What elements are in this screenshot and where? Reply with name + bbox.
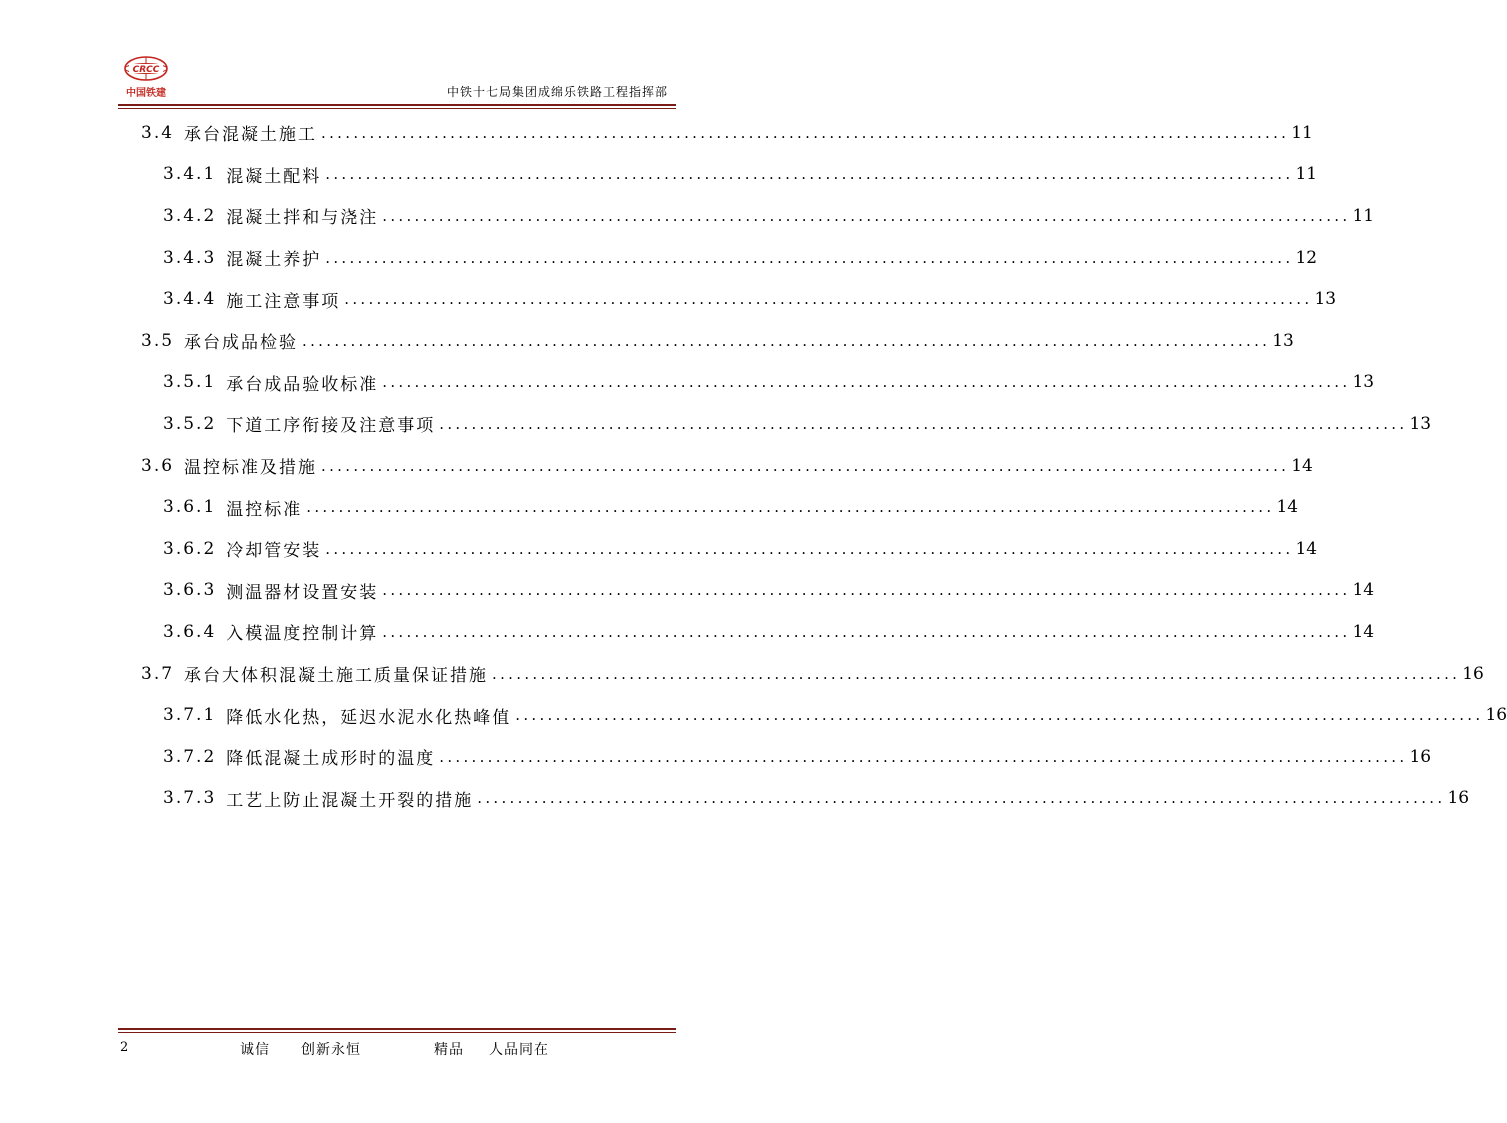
toc-entry[interactable] xyxy=(141,486,1299,528)
toc-entry[interactable] xyxy=(141,653,1484,695)
toc-entry-page: 13 xyxy=(1272,330,1294,351)
header-rule xyxy=(118,104,676,106)
logo-text: 中国铁建 xyxy=(126,88,166,99)
crcc-logo-icon xyxy=(123,55,169,82)
toc-dot-leader: ........................................................................................................................ xyxy=(382,622,1351,641)
toc-entry-number: 3.5 xyxy=(141,330,175,351)
toc-entry-title: 温控标准 xyxy=(226,499,303,520)
toc-entry-number: 3.6.1 xyxy=(163,497,217,518)
toc-entry[interactable] xyxy=(141,154,1318,196)
toc-entry-page: 14 xyxy=(1352,621,1375,642)
toc-entry-page: 16 xyxy=(1462,663,1484,684)
toc-dot-leader: ........................................................................................................................ xyxy=(325,248,1294,267)
header-organization: 中铁十七局集团成绵乐铁路工程指挥部 xyxy=(446,85,668,99)
toc-entry-number: 3.6.2 xyxy=(163,538,217,559)
toc-entry-page: 14 xyxy=(1352,580,1375,601)
footer-rule xyxy=(118,1028,676,1030)
toc-entry[interactable] xyxy=(141,570,1375,612)
toc-entry-title: 温控标准及措施 xyxy=(184,458,318,479)
toc-entry[interactable] xyxy=(141,112,1313,154)
footer-slogan-innovation: 创新永恒 xyxy=(301,1042,361,1058)
toc-entry-number: 3.6.3 xyxy=(163,580,217,601)
toc-entry-title: 下道工序衔接及注意事项 xyxy=(226,416,436,437)
toc-entry-number: 3.7.2 xyxy=(163,746,217,767)
toc-entry-title: 承台成品验收标准 xyxy=(226,374,379,395)
toc-entry-title: 混凝土拌和与浇注 xyxy=(226,208,379,229)
toc-entry-page: 16 xyxy=(1485,705,1507,726)
toc-entry[interactable] xyxy=(141,778,1470,820)
toc-entry-number: 3.5.2 xyxy=(163,413,217,434)
toc-entry-number: 3.4.2 xyxy=(163,205,217,226)
toc-entry-number: 3.4.3 xyxy=(163,247,217,268)
toc-entry-page: 11 xyxy=(1291,122,1313,143)
toc-entry[interactable] xyxy=(141,694,1507,736)
toc-entry-title: 混凝土养护 xyxy=(226,250,322,271)
toc-entry-page: 13 xyxy=(1352,372,1375,393)
footer-slogan-quality: 精品 xyxy=(434,1042,464,1058)
toc-entry-title: 混凝土配料 xyxy=(226,166,322,187)
toc-dot-leader: ........................................................................................................................ xyxy=(382,581,1351,600)
toc-dot-leader: ........................................................................................................................ xyxy=(382,373,1351,392)
toc-dot-leader: ........................................................................................................................ xyxy=(321,123,1290,142)
toc-entry[interactable] xyxy=(141,320,1294,362)
toc-dot-leader: ........................................................................................................................ xyxy=(302,331,1271,350)
table-of-contents xyxy=(141,112,1507,819)
toc-dot-leader: ........................................................................................................................ xyxy=(477,789,1446,808)
toc-entry[interactable] xyxy=(141,278,1337,320)
footer-slogan-integrity: 诚信 xyxy=(240,1042,270,1058)
toc-dot-leader: ........................................................................................................................ xyxy=(492,664,1461,683)
page-header xyxy=(118,52,676,110)
toc-dot-leader: ........................................................................................................................ xyxy=(344,290,1313,309)
toc-entry-page: 11 xyxy=(1352,205,1375,226)
toc-entry[interactable] xyxy=(141,528,1318,570)
footer-rule-thin xyxy=(118,1032,676,1033)
toc-entry-number: 3.7 xyxy=(141,663,175,684)
toc-entry-number: 3.7.3 xyxy=(163,788,217,809)
toc-entry[interactable] xyxy=(141,195,1375,237)
toc-dot-leader: ........................................................................................................................ xyxy=(321,456,1290,475)
toc-dot-leader: ........................................................................................................................ xyxy=(439,414,1408,433)
toc-entry-page: 16 xyxy=(1447,788,1470,809)
toc-entry[interactable] xyxy=(141,362,1375,404)
toc-dot-leader: ........................................................................................................................ xyxy=(306,498,1275,517)
footer-slogan-character: 人品同在 xyxy=(489,1042,549,1058)
company-logo xyxy=(118,52,174,98)
toc-entry[interactable] xyxy=(141,445,1313,487)
toc-entry-page: 14 xyxy=(1295,538,1318,559)
toc-entry[interactable] xyxy=(141,237,1318,279)
toc-entry-number: 3.6 xyxy=(141,455,175,476)
toc-entry-number: 3.4.4 xyxy=(163,289,217,310)
toc-entry-title: 测温器材设置安装 xyxy=(226,582,379,603)
toc-entry-page: 13 xyxy=(1314,289,1337,310)
toc-dot-leader: ........................................................................................................................ xyxy=(382,206,1351,225)
footer-page-number: 2 xyxy=(120,1040,129,1055)
toc-entry-title: 施工注意事项 xyxy=(226,291,341,312)
toc-entry-title: 降低水化热，延迟水泥水化热峰值 xyxy=(226,707,512,728)
toc-entry-page: 13 xyxy=(1409,413,1432,434)
toc-entry-page: 16 xyxy=(1409,746,1432,767)
toc-entry-title: 入模温度控制计算 xyxy=(226,624,379,645)
toc-dot-leader: ........................................................................................................................ xyxy=(325,539,1294,558)
toc-entry[interactable] xyxy=(141,736,1432,778)
toc-dot-leader: ........................................................................................................................ xyxy=(515,706,1484,725)
toc-entry-number: 3.5.1 xyxy=(163,372,217,393)
toc-entry-page: 14 xyxy=(1291,455,1313,476)
toc-entry-title: 承台成品检验 xyxy=(184,333,299,354)
svg-text:CRCC: CRCC xyxy=(132,65,160,76)
toc-entry[interactable] xyxy=(141,403,1432,445)
toc-entry-page: 11 xyxy=(1295,164,1318,185)
toc-entry-number: 3.4 xyxy=(141,122,175,143)
toc-dot-leader: ........................................................................................................................ xyxy=(439,747,1408,766)
toc-entry-page: 12 xyxy=(1295,247,1318,268)
page-footer xyxy=(118,1028,676,1068)
toc-entry[interactable] xyxy=(141,611,1375,653)
toc-entry-title: 冷却管安装 xyxy=(226,541,322,562)
toc-entry-title: 降低混凝土成形时的温度 xyxy=(226,749,436,770)
toc-dot-leader: ........................................................................................................................ xyxy=(325,165,1294,184)
toc-entry-title: 工艺上防止混凝土开裂的措施 xyxy=(226,790,474,811)
header-rule-thin xyxy=(118,108,676,109)
toc-entry-title: 承台大体积混凝土施工质量保证措施 xyxy=(184,666,489,687)
toc-entry-number: 3.7.1 xyxy=(163,705,217,726)
toc-entry-page: 14 xyxy=(1276,497,1299,518)
toc-entry-number: 3.6.4 xyxy=(163,621,217,642)
toc-entry-number: 3.4.1 xyxy=(163,164,217,185)
toc-entry-title: 承台混凝土施工 xyxy=(184,125,318,146)
